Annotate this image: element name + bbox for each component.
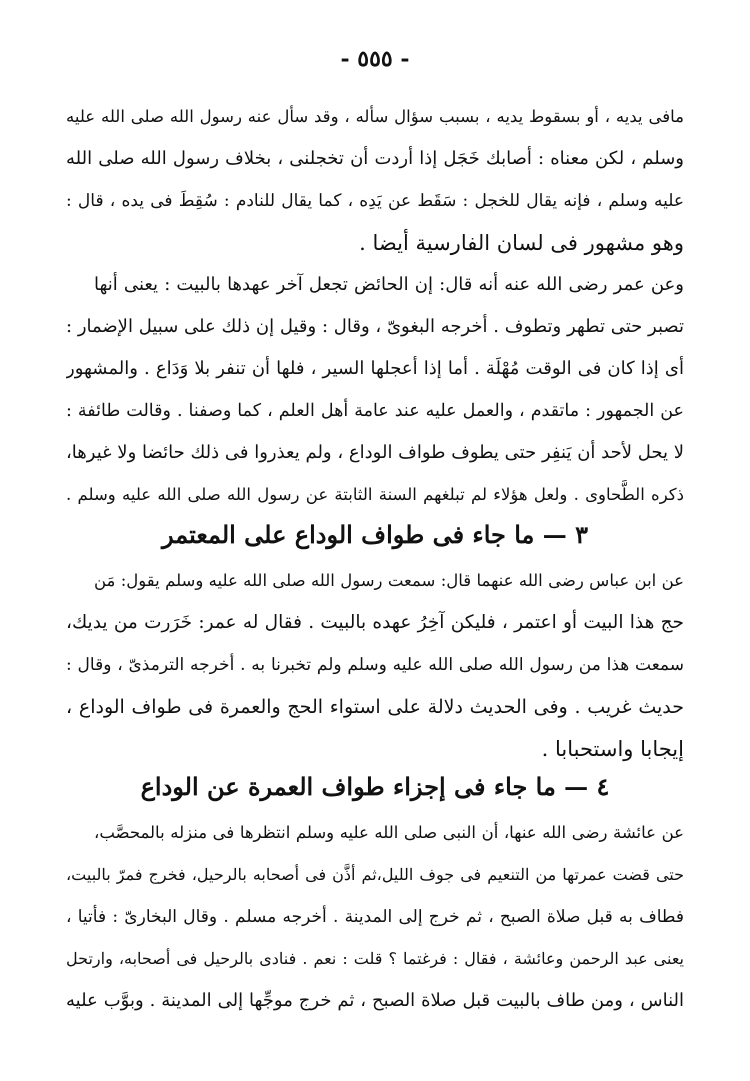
text-line: تصبر حتى تطهر وتطوف . أخرجه البغوىّ ، وقال : وقيل إن ذلك على سبيل الإضمار : — [66, 316, 684, 337]
section-heading-3: ٣ — ما جاء فى طواف الوداع على المعتمر — [162, 520, 588, 549]
text-line: عن الجمهور : ماتقدم ، والعمل عليه عند عامة أهل العلم ، كما وصفنا . وقالت طائفة : — [66, 401, 684, 421]
text-line: ذكره الطَّحاوى . ولعل هؤلاء لم تبلغهم السنة الثابتة عن رسول الله صلى الله عليه وسلم . — [66, 485, 684, 504]
text-line: فطاف به قبل صلاة الصبح ، ثم خرج إلى المدينة . أخرجه مسلم . وقال البخارىّ : فأتيا ، — [66, 907, 684, 927]
text-line: عن ابن عباس رضى الله عنهما قال: سمعت رسول الله صلى الله عليه وسلم يقول: مَن — [94, 571, 684, 590]
text-line: الناس ، ومن طاف بالبيت قبل صلاة الصبح ، ثم خرج موجِّها إلى المدينة . وبوَّب عليه — [66, 990, 684, 1011]
text-line: عن عائشة رضى الله عنها، أن النبى صلى الله عليه وسلم انتظرها فى منزله بالمحصَّب، — [94, 823, 684, 842]
text-line: وهو مشهور فى لسان الفارسية أيضا . — [359, 231, 684, 255]
text-line: حج هذا البيت أو اعتمر ، فليكن آخِرُ عهده بالبيت . فقال له عمر: خَرَرت من يديك، — [66, 612, 684, 633]
text-line: لا يحل لأحد أن يَنفِر حتى يطوف طواف الوداع ، ولم يعذروا فى ذلك حائضا ولا غيرها، — [66, 442, 684, 463]
text-line: أى إذا كان فى الوقت مُهْلَة . أما إذا أعجلها السير ، فلها أن تنفر بلا وَدَاع . والمشهور — [66, 358, 684, 379]
text-line: وسلم ، لكن معناه : أصابك خَجَل إذا أردت أن تخجلنى ، بخلاف رسول الله صلى الله — [66, 148, 684, 169]
text-line: عليه وسلم ، فإنه يقال للخجل : سَقَط عن يَدِه ، كما يقال للنادم : سُقِطَ فى يده ، قال : — [66, 191, 684, 211]
text-line: يعنى عبد الرحمن وعائشة ، فقال : فرغتما ؟ قلت : نعم . فنادى بالرحيل فى أصحابه، وارتحل — [66, 949, 684, 968]
text-line: حتى قضت عمرتها من التنعيم فى جوف الليل،ثم أذَّن فى أصحابه بالرحيل، فخرج فمرّ بالبيت، — [66, 865, 684, 884]
text-line: وعن عمر رضى الله عنه أنه قال: إن الحائض تجعل آخر عهدها بالبيت : يعنى أنها — [94, 274, 684, 295]
page-number: - ٥٥٥ - — [340, 46, 410, 72]
text-line: حديث غريب . وفى الحديث دلالة على استواء الحج والعمرة فى طواف الوداع ، — [66, 696, 684, 718]
text-line: سمعت هذا من رسول الله صلى الله عليه وسلم ولم تخبرنا به . أخرجه الترمذىّ ، وقال : — [66, 655, 684, 675]
section-heading-4: ٤ — ما جاء فى إجزاء طواف العمرة عن الوداع — [140, 772, 610, 801]
text-line: إيجابا واستحبابا . — [541, 737, 684, 761]
text-line: مافى يديه ، أو بسقوط يديه ، بسبب سؤال سأله ، وقد سأل عنه رسول الله صلى الله عليه — [66, 107, 684, 126]
